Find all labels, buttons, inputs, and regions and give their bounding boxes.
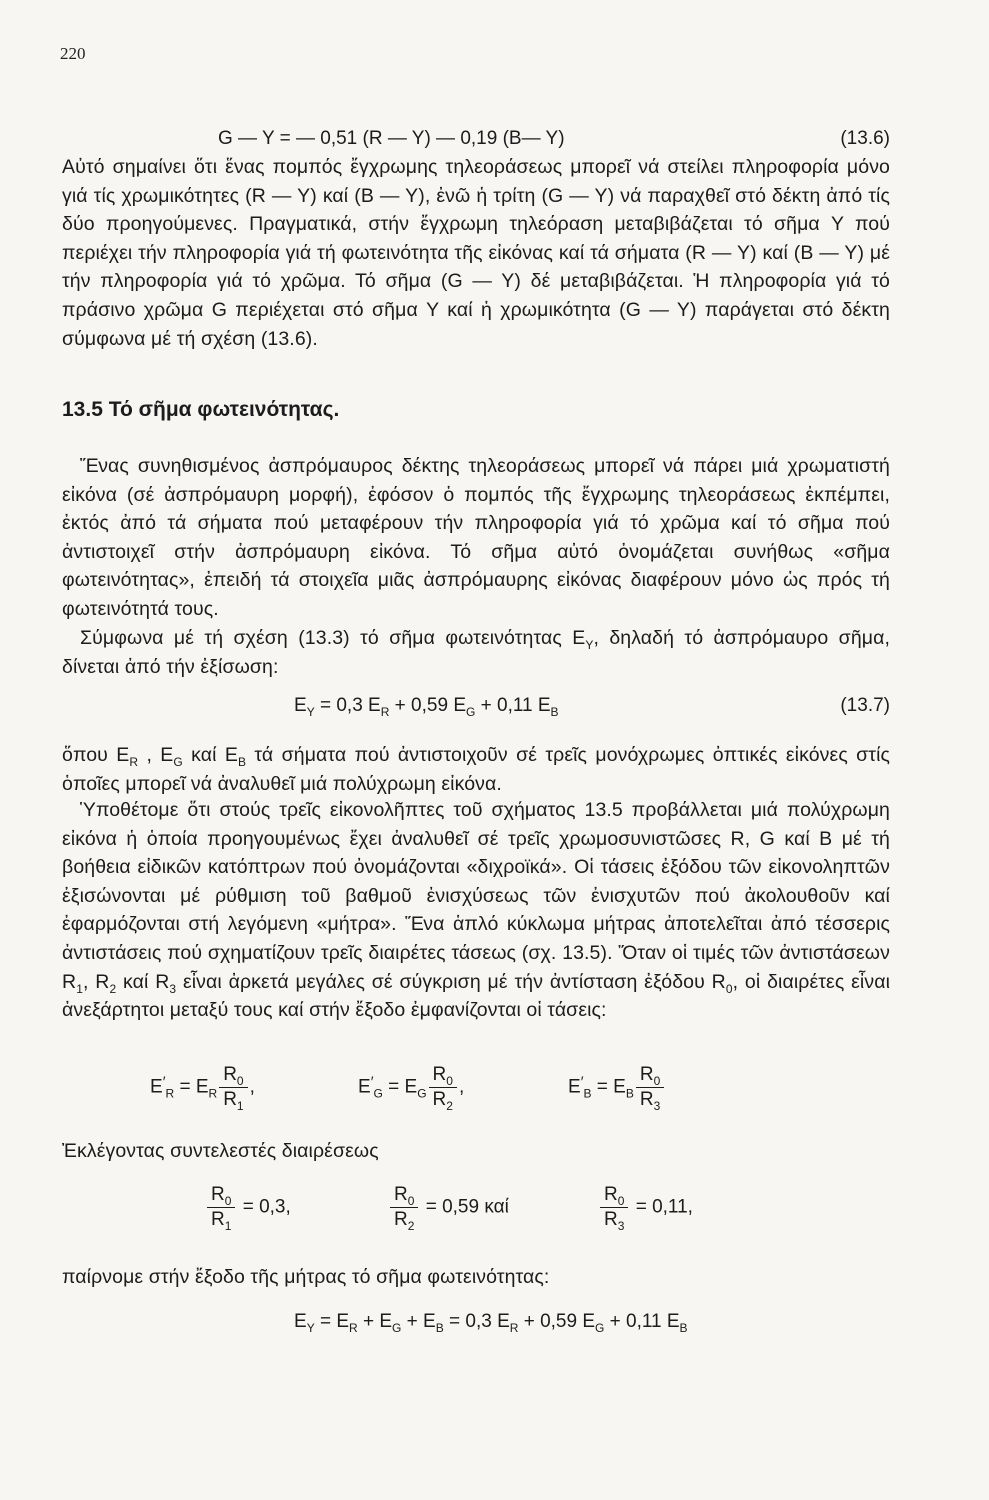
page-number: 220: [60, 44, 86, 63]
final-luminance-expression: $E_Y = E_R + E_G + E_B = 0,3$ $E_R + 0,59$ $E_G + 0,11$ $E_B$: [294, 1311, 688, 1335]
coefficient-equation-r1: $\frac{R_0}{R_1}$ = 0,3,: [205, 1184, 291, 1231]
paragraph-luminance-intro: Ἕνας συνηθισμένος ἀσπρόμαυρος δέκτης τηλεοράσεως μπορεῖ νά πάρει μιά χρωματιστή εἰκόνα (σέ ἀσπρόμαυρη μορφή), ἐφόσον ὁ πομπός τῆς ἔγχρωμης τηλεοράσεως ἐκπέμπει, ἐκτός ἀπό τά σήματα πού μεταφέρουν τήν πληροφορία γιά τό χρῶμα καί τό σῆμα πού ἀντιστοιχεῖ στήν ἀσπρόμαυρη εἰκόνα. Τό σῆμα αὐτό ὀνομάζεται συνήθως «σῆμα φωτεινότητας», ἐπειδή τά στοιχεῖα μιᾶς ἀσπρόμαυρης εἰκόνας διαφέρουν μόνο ὡς πρός τή φωτεινότητά τους.: [62, 455, 890, 620]
coefficient-equation-r3: $\frac{R_0}{R_3}$ = 0,11,: [598, 1184, 693, 1231]
equation-13-6-number: (13.6): [840, 128, 890, 149]
paragraph-chromaticity: Αὐτό σημαίνει ὅτι ἕνας πομπός ἔγχρωμης τηλεοράσεως μπορεῖ νά στείλει πληροφορία μόνο γιά τίς χρωμικότητες (R — Y) καί (B — Y), ἐνῶ ἡ τρίτη (G — Y) νά παραχθεῖ στό δέκτη ἀπό τίς δύο προηγούμενες. Πραγματικά, στήν ἔγχρωμη τηλεόραση μεταβιβάζεται τό σῆμα Y πού περιέχει τήν πληροφορία γιά τή φωτεινότητα τῆς εἰκόνας καί τά σήματα (R — Y) καί (B — Y) μέ τήν πληροφορία γιά τό χρῶμα. Τό σῆμα (G — Y) δέ μεταβιβάζεται. Ἡ πληροφορία γιά τό πράσινο χρῶμα G περιέχεται στό σῆμα Y καί ἡ χρωμικότητα (G — Y) παράγεται στό δέκτη σύμφωνα μέ τή σχέση (13.6).: [62, 156, 890, 350]
paragraph-luminance-equation-intro: Σύμφωνα μέ τή σχέση (13.3) τό σῆμα φωτεινότητας $E_Y$, δηλαδή τό ἀσπρόμαυρο σῆμα, δίνεται ἀπό τήν ἐξίσωση:: [62, 627, 890, 678]
divider-equation-b: $E_{'B} = E_B$ $\frac{R_0}{R_3}$: [568, 1064, 666, 1111]
divider-equation-r: $E_{'R} = E_R$ $\frac{R_0}{R_1}$ ,: [150, 1064, 255, 1113]
paragraph-signal-definitions: ὅπου $E_R$ , $E_G$ καί $E_B$ τά σήματα πού ἀντιστοιχοῦν σέ τρεῖς μονόχρωμες ὀπτικές εἰκόνες στίς ὁποῖες μπορεῖ νά ἀναλυθεῖ μιά πολύχρωμη εἰκόνα.: [62, 744, 890, 795]
equation-13-6-expression: G — Y = — 0,51 (R — Y) — 0,19 (B— Y): [218, 128, 565, 149]
paragraph-matrix-circuit: Ὑποθέτομε ὅτι στούς τρεῖς εἰκονολῆπτες τοῦ σχήματος 13.5 προβάλλεται μιά πολύχρωμη εἰκόνα ἡ ὁποία προηγουμένως ἔχει ἀναλυθεῖ σέ τρεῖς χρωμοσυνιστῶσες R, G καί B μέ τή βοήθεια εἰδικῶν κατόπτρων πού ὀνομάζονται «διχροϊκά». Οἱ τάσεις ἐξόδου τῶν εἰκονοληπτῶν ἐξισώνονται μέ ρύθμιση τοῦ βαθμοῦ ἐνισχύσεως τῶν ἐνισχυτῶν πού ἀκολουθοῦν καί ἐφαρμόζονται στή λεγόμενη «μήτρα». Ἕνα ἁπλό κύκλωμα μήτρας ἀποτελεῖται ἀπό τέσσερις ἀντιστάσεις πού σχηματίζουν τρεῖς διαιρέτες τάσεως (σχ. 13.5). Ὅταν οἱ τιμές τῶν ἀντιστάσεων $R_1$, $R_2$ καί $R_3$ εἶναι ἀρκετά μεγάλες σέ σύγκριση μέ τήν ἀντίσταση ἐξόδου $R_0$, οἱ διαιρέτες εἶναι ἀνεξάρτητοι μεταξύ τους καί στήν ἔξοδο ἐμφανίζονται οἱ τάσεις:: [62, 799, 890, 1022]
coefficient-intro: Ἐκλέγοντας συντελεστές διαιρέσεως: [62, 1140, 379, 1162]
equation-13-7-number: (13.7): [840, 695, 890, 716]
divider-equation-g: $E_{'G} = E_G$ $\frac{R_0}{R_2}$ ,: [358, 1064, 465, 1113]
equation-13-7-expression: $E_Y = 0,3$ $E_R + 0,59$ $E_G + 0,11$ $E_B$: [294, 695, 559, 719]
coefficient-equation-r2: $\frac{R_0}{R_2}$ = 0,59 καί: [388, 1184, 509, 1231]
result-intro: παίρνομε στήν ἔξοδο τῆς μήτρας τό σῆμα φωτεινότητας:: [62, 1266, 550, 1288]
section-heading: 13.5 Τό σῆμα φωτεινότητας.: [62, 398, 340, 421]
